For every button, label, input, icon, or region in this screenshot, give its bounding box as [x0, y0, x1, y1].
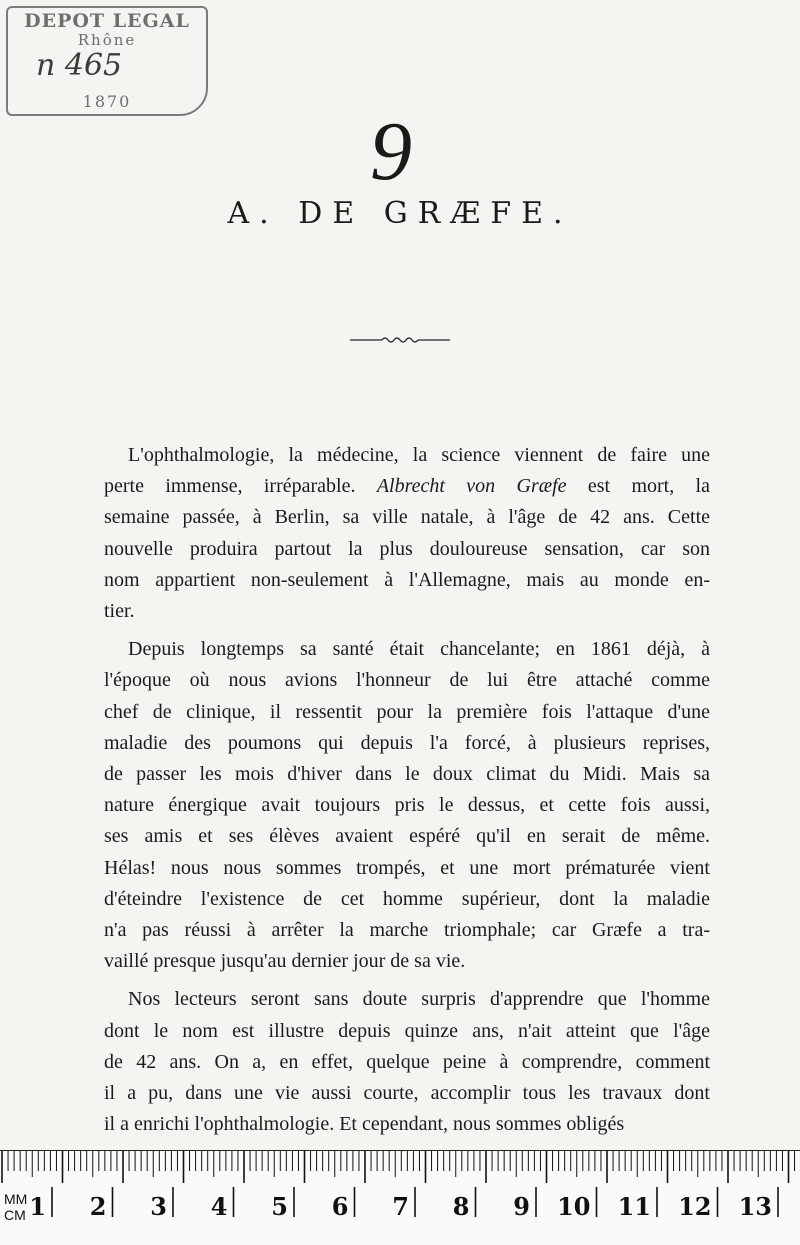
- ornament-divider: [350, 333, 450, 347]
- ruler-number: 12: [678, 1192, 712, 1221]
- ruler-number: 9: [513, 1192, 530, 1221]
- ruler-unit-labels: [4, 1191, 27, 1223]
- ruler-number: 13: [738, 1192, 772, 1221]
- ruler-number: 5: [271, 1192, 288, 1221]
- stamp-text-number: n 465: [36, 48, 123, 83]
- italic-name: Albrecht von Græfe: [376, 475, 567, 498]
- ruler-number: 8: [452, 1192, 470, 1221]
- ruler-number: 4: [210, 1192, 228, 1221]
- ruler-scale: [0, 1151, 800, 1245]
- paragraph: [104, 440, 710, 627]
- ruler-number: 1: [29, 1192, 46, 1221]
- page-title: A. DE GRÆFE.: [227, 196, 573, 231]
- ruler-unit-mm: MM: [4, 1191, 28, 1207]
- text-line: Depuis longtemps sa santé était chancelante; en 1861 déjà, à: [128, 638, 710, 661]
- text-line: Nos lecteurs seront sans doute surpris d'apprendre que l'homme: [128, 988, 710, 1011]
- text-line: dont le nom est illustre depuis quinze ans, n'ait atteint que l'âge: [104, 1019, 710, 1042]
- text-line: L'ophthalmologie, la médecine, la science viennent de faire une: [128, 444, 710, 466]
- text-line: Hélas! nous nous sommes trompés, et une mort prématurée vient: [104, 856, 710, 879]
- measurement-ruler: [0, 1150, 800, 1245]
- stamp-text-depot: DEPOT LEGAL: [24, 10, 190, 32]
- text-line: nouvelle produira partout la plus douloureuse sensation, car son: [104, 537, 710, 560]
- ruler-number: 2: [89, 1192, 107, 1221]
- ruler-number: 10: [557, 1192, 591, 1221]
- text-line: il a pu, dans une vie aussi courte, accomplir tous les travaux dont: [104, 1082, 710, 1105]
- text-line: nature énergique avait toujours pris le dessus, et cette fois aussi,: [104, 794, 710, 817]
- ruler-unit-cm: CM: [4, 1207, 26, 1223]
- ruler-number: 7: [392, 1192, 409, 1221]
- ruler-number: 3: [150, 1192, 167, 1221]
- text-line: il a enrichi l'ophthalmologie. Et cependant, nous sommes obligés: [104, 1113, 625, 1136]
- text-line: semaine passée, à Berlin, sa ville natale, à l'âge de 42 ans. Cette: [104, 506, 710, 529]
- ruler-number: 6: [331, 1192, 349, 1221]
- text-line: d'éteindre l'existence de cet homme supérieur, dont la maladie: [104, 887, 710, 910]
- paragraph: [104, 984, 710, 1140]
- paragraph: [104, 634, 710, 977]
- text-line: chef de clinique, il ressentit pour la première fois l'attaque d'une: [104, 700, 710, 723]
- text-line: n'a pas réussi à arrêter la marche triomphale; car Græfe a tra-: [104, 919, 710, 942]
- legal-deposit-stamp: [6, 6, 208, 116]
- text-line: de 42 ans. On a, en effet, quelque peine à comprendre, comment: [104, 1050, 710, 1073]
- text-line: maladie des poumons qui depuis l'a forcé, à plusieurs reprises,: [104, 731, 710, 754]
- text-line: perte immense, irréparable. Albrecht von Græfe est mort, la: [104, 475, 710, 498]
- text-line: tier.: [104, 600, 135, 623]
- stamp-text-year: 1870: [82, 92, 132, 111]
- text-line: de passer les mois d'hiver dans le doux climat du Midi. Mais sa: [104, 763, 710, 786]
- text-line: nom appartient non-seulement à l'Allemagne, mais au monde en-: [104, 568, 710, 591]
- text-line: ses amis et ses élèves avaient espéré qu'il en serait de même.: [104, 825, 710, 848]
- text-line: l'époque où nous avions l'honneur de lui être attaché comme: [104, 669, 710, 692]
- ruler-number: 11: [617, 1192, 651, 1221]
- text-line: vaillé presque jusqu'au dernier jour de sa vie.: [104, 950, 466, 973]
- stamp-text-region: Rhône: [77, 31, 137, 49]
- handwritten-number: 9: [370, 105, 412, 198]
- article-body: [104, 440, 710, 1147]
